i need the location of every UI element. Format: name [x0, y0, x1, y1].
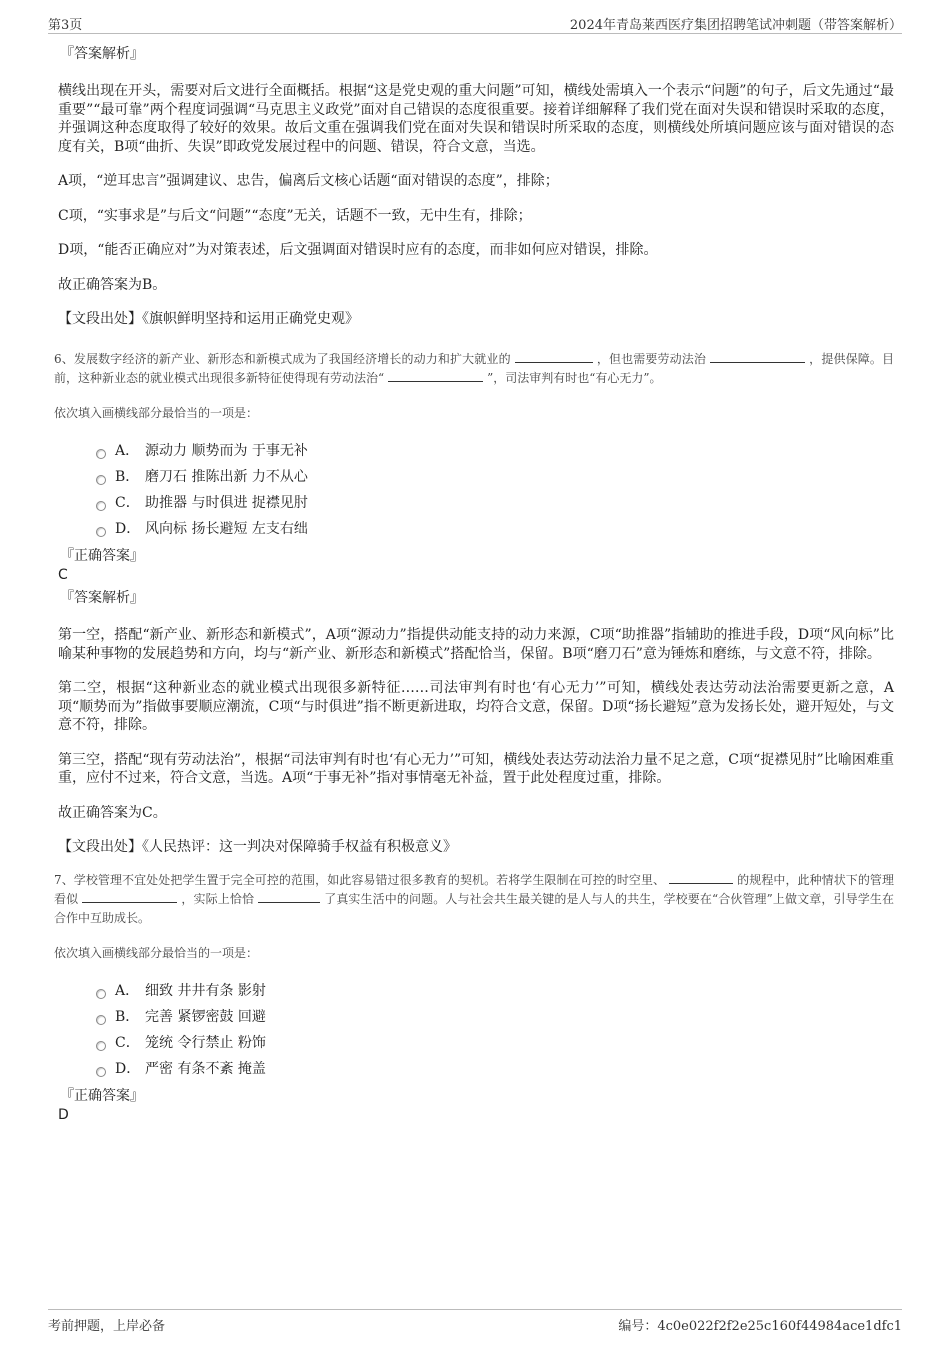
page-header [48, 12, 902, 34]
analysis-paragraph: 故正确答案为C。 [58, 804, 167, 821]
analysis-paragraph: A项，“逆耳忠言”强调建议、忠告，偏离后文核心话题“面对错误的态度”，排除； [58, 173, 559, 189]
question-prompt: 依次填入画横线部分最恰当的一项是： [54, 946, 259, 960]
page-content [54, 44, 894, 1124]
answer-analysis-label: 『答案解析』 [60, 46, 144, 62]
footer-slogan: 考前押题，上岸必备 [48, 1319, 166, 1334]
analysis-paragraph: 横线出现在开头，需要对后文进行全面概括。根据“这是党史观的重大问题”可知，横线处需填入一个表示“问题”的句子，后文先通过“最重要”“最可靠”两个程度词强调“马克思主义政党”面对自己错误的态度很重要。接着详细解释了我们党在面对失误和错误时采取的态度，并强调这种态度取得了较好的效果。故后文重在强调我们党在面对失误和错误时所采取的态度，则横线处所填问题应该与面对错误的态度有关，B项“曲折、失误”即政党发展过程中的问题、错误，符合文意，当选。 [58, 83, 894, 155]
option-d[interactable]: D． 风向标 扬长避短 左支右绌 [96, 516, 894, 542]
document-title: 2024年青岛莱西医疗集团招聘笔试冲刺题（带答案解析） [569, 18, 902, 33]
analysis-paragraph: 第三空，搭配“现有劳动法治”，根据“司法审判有时也‘有心无力’”可知，横线处表达劳动法治力量不足之意，C项“捉襟见肘”比喻困难重重，应付不过来，符合文意，当选。A项“于事无补”指对事情毫无补益，置于此处程度过重，排除。 [58, 751, 894, 786]
passage-source: 【文段出处】《人民热评：这一判决对保障骑手权益有积极意义》 [58, 839, 457, 855]
analysis-paragraph: C项，“实事求是”与后文“问题”“态度”无关，话题不一致，无中生有，排除； [58, 207, 532, 224]
fill-blank [258, 890, 320, 903]
question-prompt: 依次填入画横线部分最恰当的一项是： [54, 406, 259, 420]
question-6-options [96, 438, 894, 542]
radio-icon[interactable] [96, 989, 106, 999]
option-a[interactable]: A． 源动力 顺势而为 于事无补 [96, 438, 894, 464]
question-7-options [96, 978, 894, 1082]
radio-icon[interactable] [96, 527, 106, 537]
answer-analysis-label: 『答案解析』 [60, 590, 144, 606]
option-c[interactable]: C． 笼统 令行禁止 粉饰 [96, 1030, 894, 1056]
analysis-paragraph: D项，“能否正确应对”为对策表述，后文强调面对错误时应有的态度，而非如何应对错误，排除。 [58, 242, 658, 258]
fill-blank [82, 890, 177, 903]
fill-blank [710, 350, 805, 363]
question-6-text: 6、发展数字经济的新产业、新形态和新模式成为了我国经济增长的动力和扩大就业的 ，但也需要劳动法治 ，提供保障。目前，这种新业态的就业模式出现很多新特征使得现有劳动法治“ ”，司法审判有时也“有心无力”。 [54, 352, 894, 385]
passage-source: 【文段出处】《旗帜鲜明坚持和运用正确党史观》 [58, 311, 359, 327]
analysis-paragraph: 第一空，搭配“新产业、新形态和新模式”，A项“源动力”指提供动能支持的动力来源，C项“助推器”指辅助的推进手段，D项“风向标”比喻某种事物的发展趋势和方向，均与“新产业、新形态和新模式”搭配恰当，保留。B项“磨刀石”意为锤炼和磨练，与文意不符，排除。 [58, 627, 894, 662]
fill-blank [669, 871, 733, 884]
page-footer [48, 1309, 902, 1335]
radio-icon[interactable] [96, 449, 106, 459]
correct-answer: C [58, 567, 68, 583]
radio-icon[interactable] [96, 1015, 106, 1025]
option-a[interactable]: A． 细致 井井有条 影射 [96, 978, 894, 1004]
option-b[interactable]: B． 完善 紧锣密鼓 回避 [96, 1004, 894, 1030]
fill-blank [388, 369, 483, 382]
correct-answer-label: 『正确答案』 [60, 1088, 144, 1104]
fill-blank [515, 350, 593, 363]
option-d[interactable]: D． 严密 有条不紊 掩盖 [96, 1056, 894, 1082]
correct-answer-label: 『正确答案』 [60, 548, 144, 564]
document-id: 编号：4c0e022f2f2e25c160f44984ace1dfc1 [618, 1319, 902, 1334]
radio-icon[interactable] [96, 1067, 106, 1077]
option-c[interactable]: C． 助推器 与时俱进 捉襟见肘 [96, 490, 894, 516]
option-b[interactable]: B． 磨刀石 推陈出新 力不从心 [96, 464, 894, 490]
radio-icon[interactable] [96, 501, 106, 511]
analysis-paragraph: 第二空，根据“这种新业态的就业模式出现很多新特征……司法审判有时也‘有心无力’”可知，横线处表达劳动法治需要更新之意，A项“顺势而为”指做事要顺应潮流，C项“与时俱进”指不断更新进取，均符合文意，保留。D项“扬长避短”意为发扬长处，避开短处，与文意不符，排除。 [58, 680, 894, 733]
page-number: 第3页 [48, 18, 83, 33]
analysis-paragraph: 故正确答案为B。 [58, 276, 167, 293]
correct-answer: D [58, 1107, 69, 1123]
question-7-text: 7、学校管理不宜处处把学生置于完全可控的范围，如此容易错过很多教育的契机。若将学生限制在可控的时空里、 的规程中，此种情状下的管理看似 ，实际上恰恰 了真实生活中的问题。人与社会共生最关键的是人与人的共生，学校要在“合伙管理”上做文章，引导学生在合作中互助成长。 [54, 873, 894, 925]
radio-icon[interactable] [96, 1041, 106, 1051]
radio-icon[interactable] [96, 475, 106, 485]
